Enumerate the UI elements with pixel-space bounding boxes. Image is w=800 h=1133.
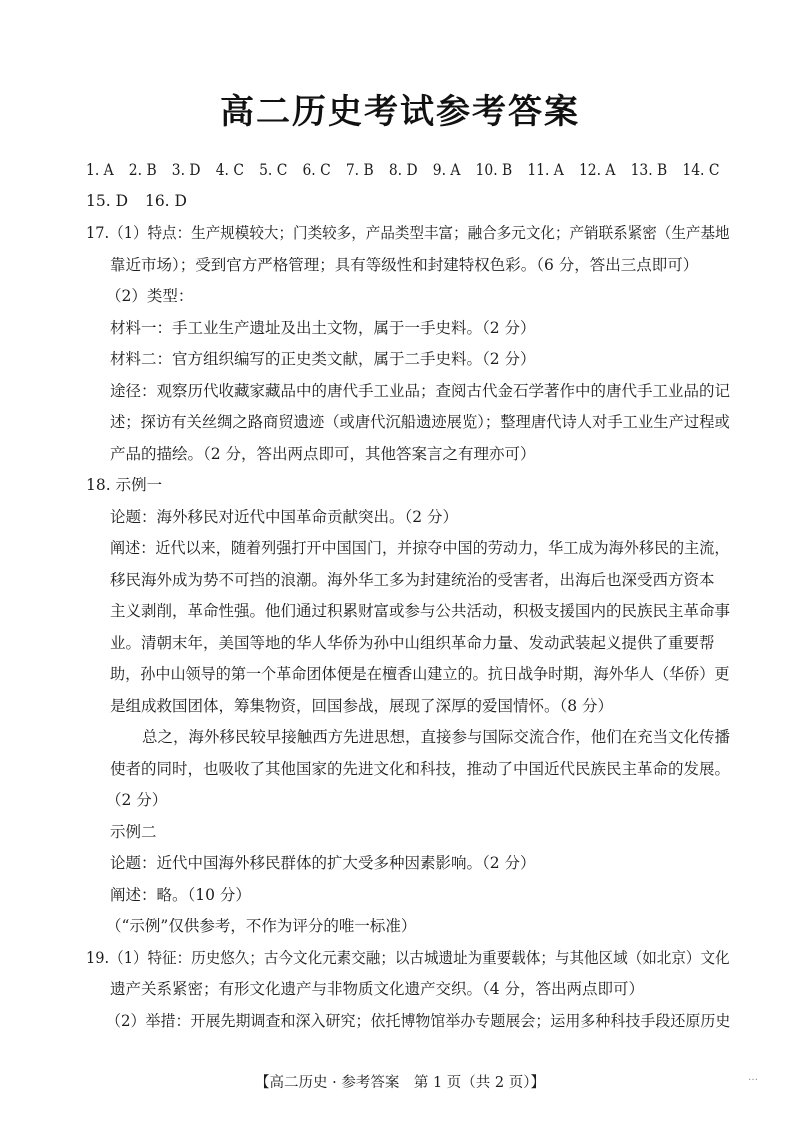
q18-line: 示例二 bbox=[110, 823, 157, 841]
q18-line: 18. 示例一 bbox=[86, 476, 163, 494]
q18-line: 业。清朝末年，美国等地的华人华侨为孙中山组织革命力量、发动武装起义提供了重要帮 bbox=[110, 634, 715, 652]
q17-line: 靠近市场）；受到官方严格管理；具有等级性和封建特权色彩。（6 分，答出三点即可） bbox=[110, 256, 699, 274]
q18-line: 主义剥削，革命性强。他们通过积累财富或参与公共活动，积极支援国内的民族民主革命事 bbox=[110, 602, 731, 620]
q17-line: 17.（1）特点：生产规模较大；门类较多，产品类型丰富；融合多元文化；产销联系紧密（生产基地 bbox=[86, 224, 730, 242]
answer-item: 14. C bbox=[682, 161, 720, 179]
q17-line: 产品的描绘。（2 分，答出两点即可，其他答案言之有理亦可） bbox=[110, 445, 536, 463]
q17-line: 材料二：官方组织编写的正史类文献，属于二手史料。（2 分） bbox=[110, 350, 536, 368]
page-footer: 【高二历史 · 参考答案 第 1 页（共 2 页）】 bbox=[255, 1075, 545, 1091]
q18-line: 阐述：略。（10 分） bbox=[110, 886, 251, 904]
answer-item: 13. B bbox=[630, 161, 668, 179]
answer-item: 1. A bbox=[86, 161, 114, 179]
q18-line: 助，孙中山领导的第一个革命团体便是在檀香山建立的。抗日战争时期，海外华人（华侨）更 bbox=[110, 665, 730, 683]
answer-item: 11. A bbox=[527, 161, 564, 179]
answer-item: 2. B bbox=[128, 161, 157, 179]
q18-line: （2 分） bbox=[106, 791, 168, 809]
answer-item: 16. D bbox=[144, 192, 187, 210]
q19-line: 19.（1）特征：历史悠久；古今文化元素交融；以古城遗址为重要载体；与其他区域（如北京）文化 bbox=[86, 949, 730, 967]
page-title: 高二历史考试参考答案 bbox=[220, 92, 580, 132]
answer-item: 7. B bbox=[345, 161, 374, 179]
answer-item: 8. D bbox=[388, 161, 418, 179]
q18-line: 论题：海外移民对近代中国革命贡献突出。（2 分） bbox=[110, 508, 459, 526]
answers-row-2 bbox=[86, 191, 199, 211]
answers-row-1 bbox=[86, 160, 730, 180]
answer-item: 10. B bbox=[475, 161, 513, 179]
q18-line: 总之，海外移民较早接触西方先进思想，直接参与国际交流合作，他们在充当文化传播 bbox=[142, 728, 731, 746]
answer-item: 15. D bbox=[86, 192, 129, 210]
q17-line: 述；探访有关丝绸之路商贸遗迹（或唐代沉船遗迹展览）；整理唐代诗人对手工业生产过程或 bbox=[110, 413, 730, 431]
q18-line: 论题：近代中国海外移民群体的扩大受多种因素影响。（2 分） bbox=[110, 854, 536, 872]
q19-line: 遗产关系紧密；有形文化遗产与非物质文化遗产交织。（4 分，答出两点即可） bbox=[110, 980, 645, 998]
q18-line: 使者的同时，也吸收了其他国家的先进文化和科技，推动了中国近代民族民主革命的发展。 bbox=[110, 760, 731, 778]
answer-item: 5. C bbox=[259, 161, 288, 179]
corner-mark: … bbox=[748, 1072, 758, 1083]
q18-line: 阐述：近代以来，随着列强打开中国国门，并掠夺中国的劳动力，华工成为海外移民的主流， bbox=[110, 539, 730, 557]
answer-item: 3. D bbox=[171, 161, 201, 179]
answer-item: 4. C bbox=[215, 161, 244, 179]
answer-item: 6. C bbox=[302, 161, 331, 179]
q19-line: （2）举措：开展先期调查和深入研究；依托博物馆举办专题展会；运用多种科技手段还原历史 bbox=[106, 1012, 731, 1030]
answer-item: 12. A bbox=[578, 161, 616, 179]
q18-line: 是组成救国团体，筹集物资，回国参战，展现了深厚的爱国情怀。（8 分） bbox=[110, 697, 614, 715]
q18-line: 移民海外成为势不可挡的浪潮。海外华工多为封建统治的受害者，出海后也深受西方资本 bbox=[110, 571, 715, 589]
q17-line: 材料一：手工业生产遗址及出土文物，属于一手史料。（2 分） bbox=[110, 319, 536, 337]
q17-line: （2）类型： bbox=[106, 287, 194, 305]
q17-line: 途径：观察历代收藏家藏品中的唐代手工业品；查阅古代金石学著作中的唐代手工业品的记 bbox=[110, 382, 731, 400]
q18-line: （“示例”仅供参考，不作为评分的唯一标准） bbox=[106, 917, 417, 935]
answer-item: 9. A bbox=[432, 161, 461, 179]
